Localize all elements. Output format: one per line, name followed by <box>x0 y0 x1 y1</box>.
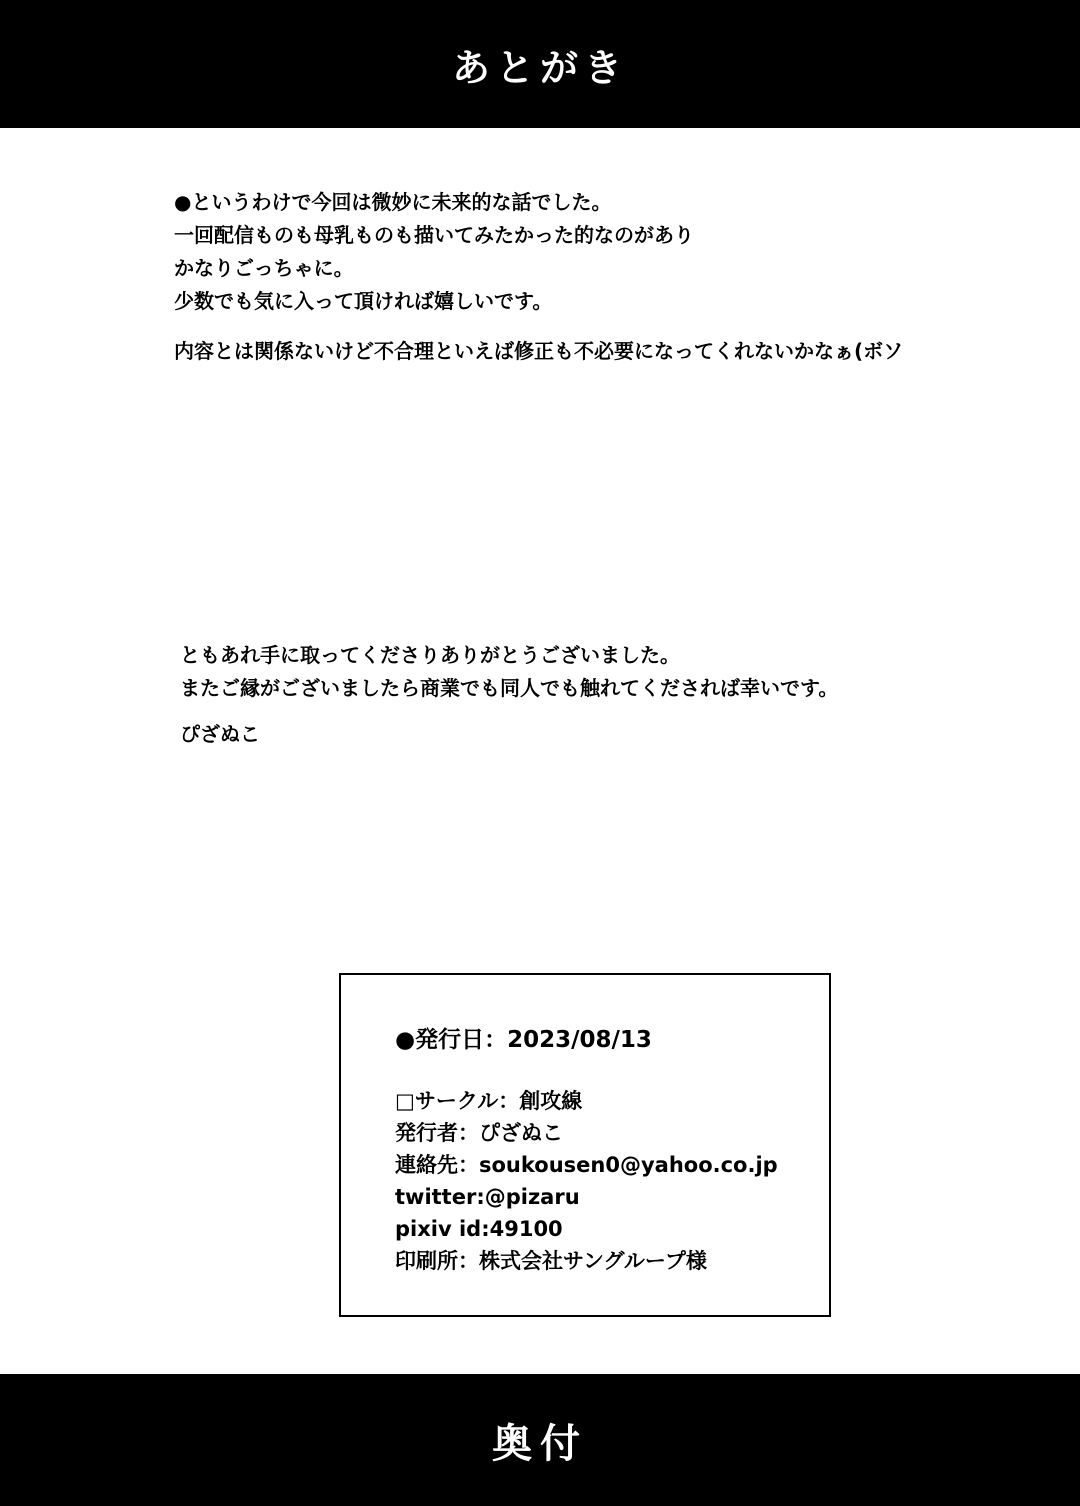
colophon-box <box>339 973 831 1317</box>
printer-name: 印刷所：株式会社サングループ様 <box>395 1249 707 1273</box>
author-signature: ぴざぬこ <box>180 722 260 746</box>
pixiv-id: pixiv id:49100 <box>395 1217 563 1241</box>
closing-text <box>180 639 980 705</box>
afterword-line: 一回配信ものも母乳ものも描いてみたかった的なのがあり <box>174 223 694 247</box>
colophon-heading: 奥付 <box>492 1420 588 1467</box>
contact-email: 連絡先：soukousen0@yahoo.co.jp <box>395 1153 778 1177</box>
publisher-name: 発行者：ぴざぬこ <box>395 1121 563 1145</box>
closing-line: またご縁がございましたら商業でも同人でも触れてくだされば幸いです。 <box>180 676 839 700</box>
afterword-text <box>174 186 1034 368</box>
afterword-line: かなりごっちゃに。 <box>174 256 354 280</box>
afterword-line: ●というわけで今回は微妙に未来的な話でした。 <box>174 190 612 214</box>
afterword-aside: 内容とは関係ないけど不合理といえば修正も不必要になってくれないかなぁ(ボソ <box>174 339 904 363</box>
header-band <box>0 0 1080 128</box>
afterword-heading: あとがき <box>451 45 628 90</box>
afterword-line: 少数でも気に入って頂ければ嬉しいです。 <box>174 289 553 313</box>
footer-band <box>0 1374 1080 1506</box>
closing-line: ともあれ手に取ってくださりありがとうございました。 <box>180 643 680 667</box>
twitter-handle: twitter:@pizaru <box>395 1185 580 1209</box>
colophon-info <box>395 1085 778 1277</box>
publication-date: ●発行日：2023/08/13 <box>395 1027 652 1053</box>
circle-name: □サークル：創攻線 <box>395 1089 583 1113</box>
